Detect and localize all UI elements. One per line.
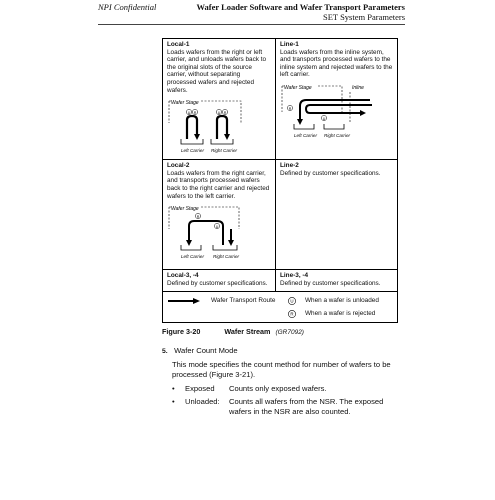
bullet-item: • Exposed Counts only exposed wafers. <box>172 384 184 394</box>
local2-title: Local-2 <box>167 162 190 170</box>
unload-symbol-icon <box>287 296 297 306</box>
local34-cell <box>163 270 276 292</box>
table-row <box>163 160 398 270</box>
line1-cell <box>276 39 398 160</box>
svg-text:R: R <box>288 106 292 111</box>
legend-transport <box>167 294 287 307</box>
local2-left-carrier-label: Left Carrier <box>181 254 204 260</box>
local34-title: Local-3, -4 <box>167 272 199 280</box>
bullet-desc: Counts all wafers from the NSR. The exposed wafers in the NSR are also counted. <box>229 397 384 416</box>
svg-text:U: U <box>217 110 221 115</box>
svg-text:U: U <box>215 224 219 229</box>
step-number: 5. <box>162 348 168 355</box>
bullet-term: Unloaded: <box>185 397 220 406</box>
line1-left-carrier-label: Left Carrier <box>294 132 317 138</box>
bullet-desc: Counts only exposed wafers. <box>229 384 327 393</box>
step-title: Wafer Count Mode <box>174 346 238 355</box>
table-row <box>163 270 398 292</box>
svg-text:R: R <box>290 311 294 317</box>
line1-right-carrier-label: Right Carrier <box>324 132 351 138</box>
svg-text:U: U <box>187 110 191 115</box>
legend-rejected <box>287 307 379 320</box>
line1-stage-label: Wafer Stage <box>284 84 312 91</box>
line2-body: Defined by customer specifications. <box>280 169 381 177</box>
line34-cell <box>276 270 398 292</box>
legend-row <box>163 292 398 323</box>
local1-body: Loads wafers from the right or left carrier, and unloads wafers back to the original slots of the source carrier, without separating processed wafers and rejected wafers. <box>167 48 267 94</box>
local2-diagram <box>167 203 271 263</box>
line1-inline-label: Inline <box>352 84 364 91</box>
legend-rejected-label: When a wafer is rejected <box>305 309 376 317</box>
local2-carriers <box>181 245 237 250</box>
header-title: Wafer Loader Software and Wafer Transport Parameters <box>196 2 405 12</box>
reject-symbol-icon <box>287 309 297 319</box>
header-confidential: NPI Confidential <box>98 2 157 12</box>
local2-body: Loads wafers from the right carrier, and transports processed wafers back to the right carrier and rejected wafers to the left carrier. <box>167 169 270 200</box>
header-title-block <box>196 2 405 22</box>
wafer-stream-table <box>162 38 398 323</box>
local1-left-carrier-label: Left Carrier <box>181 148 204 154</box>
figure-name: Wafer Stream <box>224 327 271 336</box>
header-rule <box>98 24 405 25</box>
line1-diagram <box>280 82 394 142</box>
legend-unloaded <box>287 294 379 307</box>
local1-stage-label: Wafer Stage <box>171 100 199 107</box>
bullet-term: Exposed <box>185 384 215 393</box>
line34-body: Defined by customer specifications. <box>280 279 381 287</box>
legend-transport-label: Wafer Transport Route <box>211 296 276 304</box>
local1-title: Local-1 <box>167 41 190 48</box>
local2-stage-label: Wafer Stage <box>171 206 199 213</box>
local1-diagram <box>167 97 271 157</box>
figure-code: (GR7092) <box>275 329 304 336</box>
svg-text:R: R <box>223 110 227 115</box>
local2-cell <box>163 160 276 270</box>
line1-body: Loads wafers from the inline system, and transports processed wafers to the inline system and rejected wafers to the left carrier. <box>280 48 393 79</box>
line1-carriers <box>294 124 344 129</box>
step-paragraph: This mode specifies the count method for number of wafers to be processed (Figure 3-21). <box>172 360 391 379</box>
svg-text:R: R <box>193 110 197 115</box>
svg-text:U: U <box>322 116 326 121</box>
figure-caption <box>162 327 304 336</box>
line1-reject-route <box>300 100 370 120</box>
legend-unloaded-label: When a wafer is unloaded <box>305 296 379 304</box>
table-row <box>163 39 398 160</box>
svg-text:U: U <box>290 298 294 304</box>
figure-number: Figure 3-20 <box>162 327 201 336</box>
svg-text:R: R <box>196 214 200 219</box>
header-subtitle: SET System Parameters <box>323 12 405 22</box>
local2-right-carrier-label: Right Carrier <box>213 254 240 260</box>
local1-carriers <box>181 139 233 144</box>
local34-body: Defined by customer specifications. <box>167 279 268 287</box>
local1-cell <box>163 39 276 160</box>
line34-title: Line-3, -4 <box>280 272 309 280</box>
line1-title: Line-1 <box>280 41 299 48</box>
step-heading <box>162 346 238 355</box>
local1-right-carrier-label: Right Carrier <box>211 148 238 154</box>
line2-title: Line-2 <box>280 162 299 170</box>
transport-arrow-icon <box>167 297 201 305</box>
legend-cell <box>163 292 398 323</box>
line2-cell <box>276 160 398 270</box>
bullet-item: • Unloaded: Counts all wafers from the NSR. The exposed wafers in the NSR are also counted. <box>172 397 184 407</box>
